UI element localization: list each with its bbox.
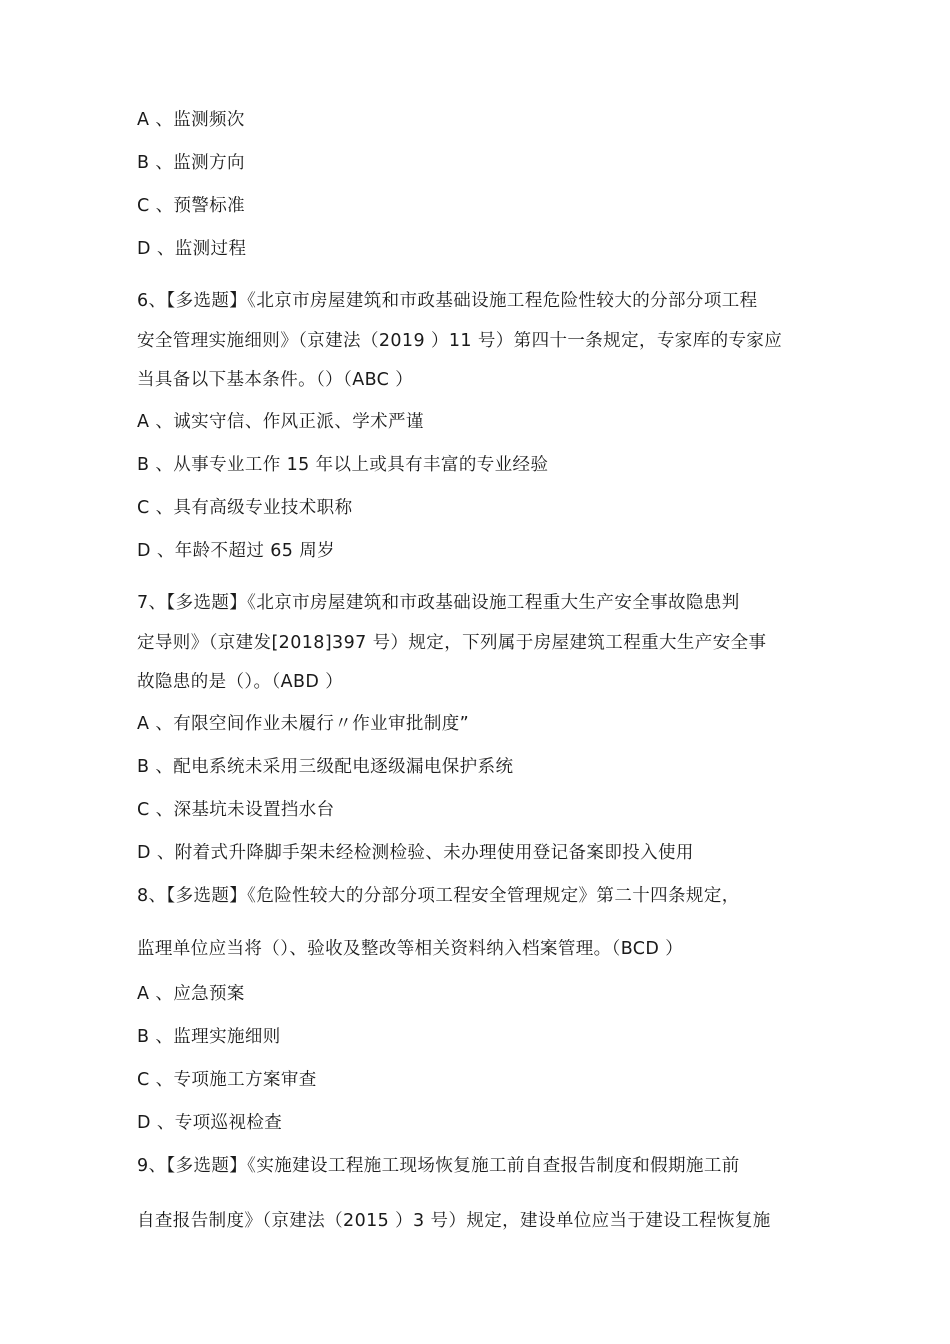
q6-stem-line-2: 安全管理实施细则》（京建法（2019 ）11 号）第四十一条规定，专家库的专家应 <box>137 331 783 351</box>
q7-option-c: C 、深基坑未设置挡水台 <box>137 800 335 820</box>
q7-stem-line-3: 故隐患的是（）。（ABD ） <box>137 672 344 692</box>
q8-option-a: A 、应急预案 <box>137 984 245 1004</box>
q7-option-b: B 、配电系统未采用三级配电逐级漏电保护系统 <box>137 757 514 777</box>
q8-option-d: D 、专项巡视检查 <box>137 1113 283 1133</box>
q6-stem-line-3: 当具备以下基本条件。（）（ABC ） <box>137 370 414 390</box>
q6-option-a: A 、诚实守信、作风正派、学术严谨 <box>137 412 424 432</box>
q6-stem-line-1: 6、【多选题】《北京市房屋建筑和市政基础设施工程危险性较大的分部分项工程 <box>137 291 758 311</box>
q8-stem-line-1: 8、【多选题】《危险性较大的分部分项工程安全管理规定》第二十四条规定， <box>137 886 740 906</box>
q5-option-d: D 、监测过程 <box>137 239 247 259</box>
q5-option-b: B 、监测方向 <box>137 153 245 173</box>
q8-stem-line-2: 监理单位应当将（）、验收及整改等相关资料纳入档案管理。（BCD ） <box>137 939 684 959</box>
q7-stem-line-1: 7、【多选题】《北京市房屋建筑和市政基础设施工程重大生产安全事故隐患判 <box>137 593 740 613</box>
q6-option-b: B 、从事专业工作 15 年以上或具有丰富的专业经验 <box>137 455 549 475</box>
q7-option-a: A 、有限空间作业未履行〃作业审批制度” <box>137 714 470 734</box>
q9-stem-line-2: 自查报告制度》（京建法（2015 ）3 号）规定，建设单位应当于建设工程恢复施 <box>137 1211 771 1231</box>
q5-option-c: C 、预警标准 <box>137 196 246 216</box>
q8-option-b: B 、监理实施细则 <box>137 1027 281 1047</box>
q5-option-a: A 、监测频次 <box>137 110 245 130</box>
q7-option-d: D 、附着式升降脚手架未经检测检验、未办理使用登记备案即投入使用 <box>137 843 694 863</box>
q6-option-d: D 、年龄不超过 65 周岁 <box>137 541 336 561</box>
q8-option-c: C 、专项施工方案审查 <box>137 1070 317 1090</box>
q7-stem-line-2: 定导则》（京建发[2018]397 号）规定，下列属于房屋建筑工程重大生产安全事 <box>137 633 767 653</box>
q9-stem-line-1: 9、【多选题】《实施建设工程施工现场恢复施工前自查报告制度和假期施工前 <box>137 1156 740 1176</box>
q6-option-c: C 、具有高级专业技术职称 <box>137 498 353 518</box>
